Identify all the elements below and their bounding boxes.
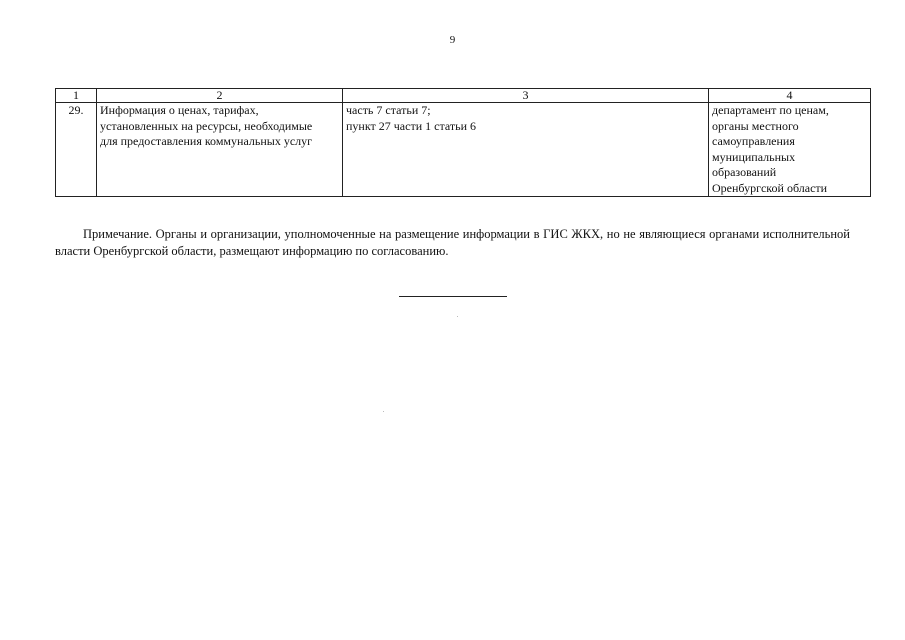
info-description-cell <box>97 103 343 197</box>
body-line: образований <box>712 165 777 179</box>
closing-separator-line <box>399 296 507 297</box>
info-line: для предоставления коммунальных услуг <box>100 134 313 148</box>
basis-line: пункт 27 части 1 статьи 6 <box>346 118 476 133</box>
info-line: Информация о ценах, тарифах, <box>100 103 259 117</box>
basis-line: часть 7 статьи 7; <box>346 103 431 117</box>
header-row <box>56 89 871 103</box>
legal-basis-cell <box>343 103 709 197</box>
responsible-body-cell <box>709 103 871 197</box>
page-number: 9 <box>449 34 456 46</box>
row-number: 29. <box>56 103 97 197</box>
table-row <box>56 103 871 197</box>
column-header-1: 1 <box>56 89 97 103</box>
note-paragraph: Примечание. Органы и организации, уполномоченные на размещение информации в ГИС ЖКХ, но не являющиеся органами исполнительной власти Оренбургской области, размещают информацию по согласованию. <box>55 226 850 258</box>
body-line: Оренбургской области <box>712 180 828 195</box>
body-line: органы местного <box>712 118 799 133</box>
scan-speck <box>457 316 458 317</box>
scan-speck <box>383 411 384 412</box>
information-table <box>55 88 871 197</box>
body-line: муниципальных <box>712 149 796 164</box>
body-line: самоуправления <box>712 134 795 148</box>
column-header-3: 3 <box>343 89 709 103</box>
body-line: департамент по ценам, <box>712 103 829 117</box>
info-line: установленных на ресурсы, необходимые <box>100 118 313 133</box>
column-header-2: 2 <box>97 89 343 103</box>
column-header-4: 4 <box>709 89 871 103</box>
